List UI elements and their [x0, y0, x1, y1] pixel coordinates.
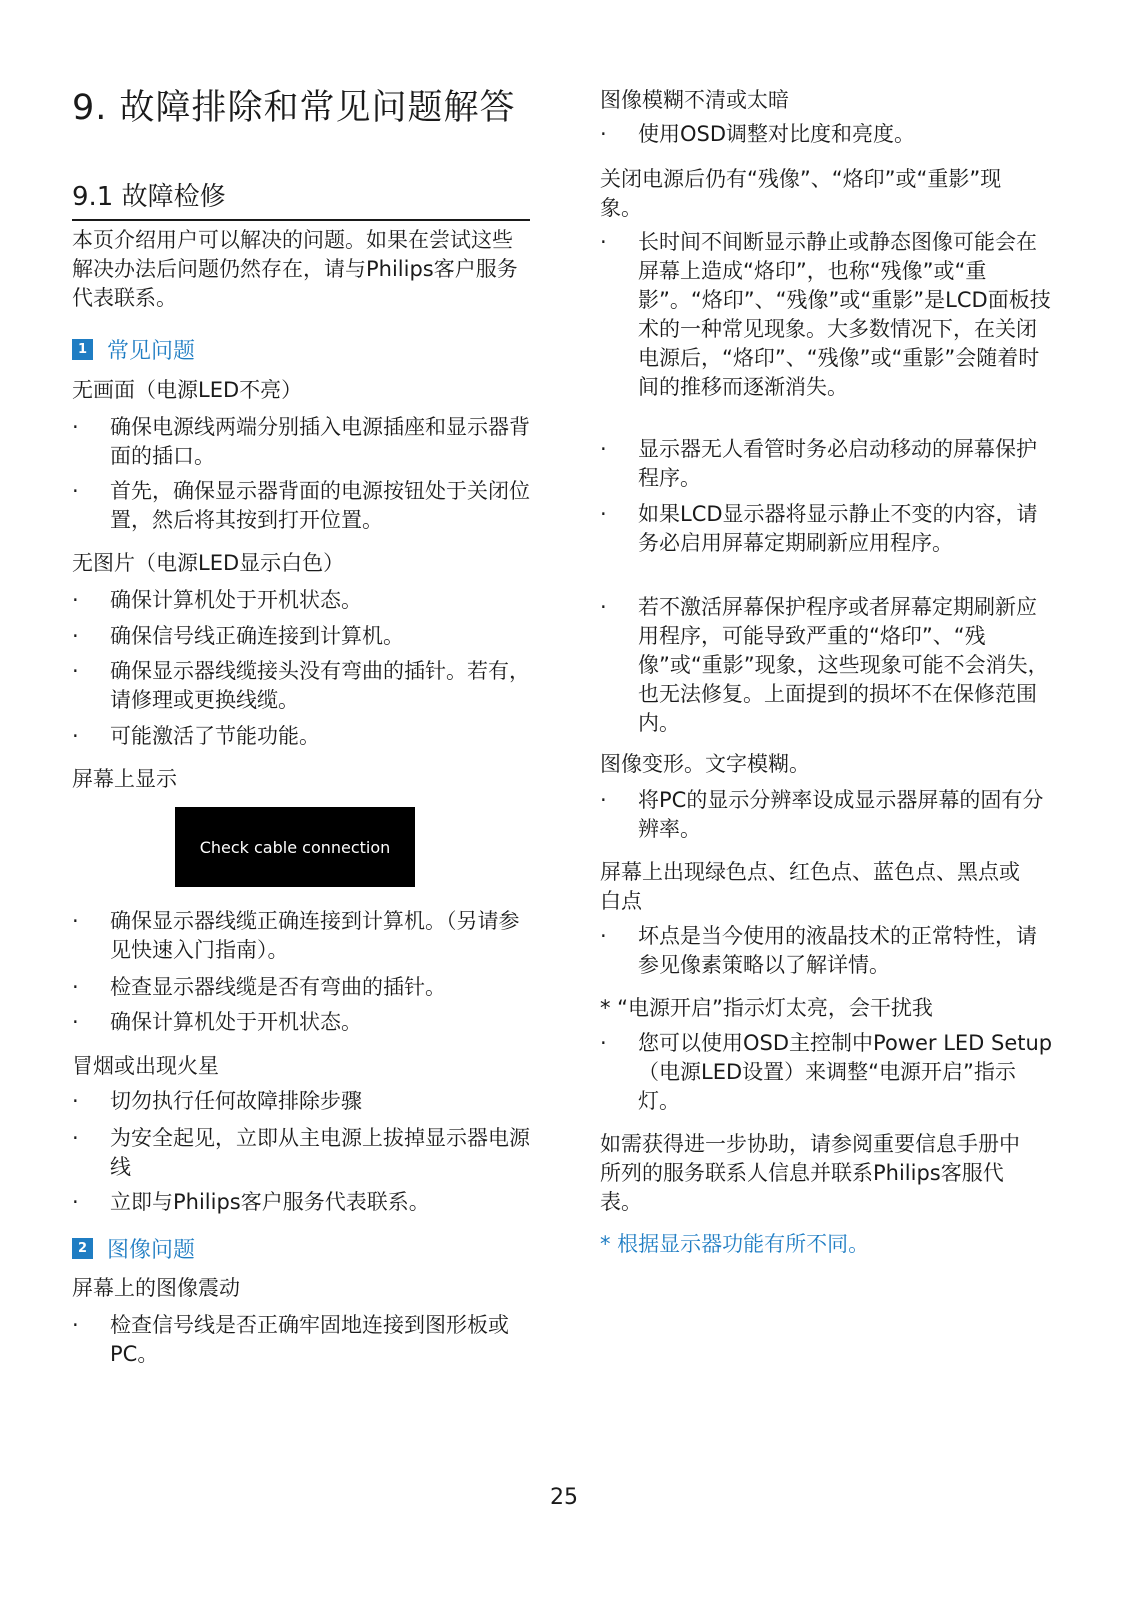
- bullet-icon: ·: [72, 415, 79, 439]
- list-item-text: 检查显示器线缆是否有弯曲的插针。: [110, 975, 446, 999]
- heading-onscreen: 屏幕上显示: [72, 767, 177, 791]
- osd-message-text: Check cable connection: [199, 837, 391, 857]
- heading-no-image: 无图片（电源LED显示白色）: [72, 551, 345, 575]
- heading-blurry: 图像模糊不清或太暗: [600, 88, 789, 112]
- list-item: [600, 786, 1056, 844]
- bullet-icon: ·: [72, 624, 79, 648]
- heading-afterimage: 关闭电源后仍有“残像”、“烙印”或“重影”现象。: [600, 167, 1002, 220]
- bullet-icon: ·: [72, 588, 79, 612]
- section-divider: [72, 219, 530, 221]
- bullet-icon: ·: [600, 788, 607, 812]
- bullet-icon: ·: [72, 1126, 79, 1150]
- heading-no-picture: 无画面（电源LED不亮）: [72, 378, 303, 402]
- list-item-text: 显示器无人看管时务必启动移动的屏幕保护程序。: [638, 437, 1037, 490]
- category-label: 图像问题: [107, 1238, 196, 1263]
- list-item-text: 检查信号线是否正确牢固地连接到图形板或PC。: [110, 1313, 509, 1366]
- outro-paragraph: 如需获得进一步协助，请参阅重要信息手册中所列的服务联系人信息并联系Philips客服代表。: [600, 1132, 1020, 1214]
- list-item: [72, 1188, 530, 1217]
- bullet-icon: ·: [600, 437, 607, 461]
- bullet-icon: ·: [600, 924, 607, 948]
- list-item: [72, 973, 530, 1002]
- list-item: [72, 907, 530, 965]
- bullet-icon: ·: [72, 1190, 79, 1214]
- heading-distort: 图像变形。文字模糊。: [600, 752, 810, 776]
- list-item: [600, 922, 1056, 980]
- bullet-icon: ·: [600, 502, 607, 526]
- list-item: [72, 657, 530, 715]
- bullet-icon: ·: [600, 230, 607, 254]
- heading-image-shake: 屏幕上的图像震动: [72, 1276, 240, 1300]
- list-item: [72, 722, 530, 751]
- bullet-icon: ·: [600, 122, 607, 146]
- list-item-text: 确保显示器线缆正确连接到计算机。（另请参见快速入门指南）。: [110, 909, 520, 962]
- list-item-text: 若不激活屏幕保护程序或者屏幕定期刷新应用程序，可能导致严重的“烙印”、“残像”或“重影”现象，这些现象可能不会消失，也无法修复。上面提到的损坏不在保修范围内。: [638, 595, 1049, 735]
- list-item-text: 首先，确保显示器背面的电源按钮处于关闭位置，然后将其按到打开位置。: [110, 479, 530, 532]
- list-item: [72, 1311, 530, 1369]
- heading-smoke: 冒烟或出现火星: [72, 1054, 219, 1078]
- footnote-note: * 根据显示器功能有所不同。: [600, 1232, 870, 1256]
- list-item-text: 可能激活了节能功能。: [110, 724, 320, 748]
- bullet-icon: ·: [72, 1089, 79, 1113]
- page-number: 25: [550, 1485, 578, 1510]
- heading-dots: 屏幕上出现绿色点、红色点、蓝色点、黑点或白点: [600, 860, 1020, 913]
- category-number-badge: 1: [72, 339, 93, 360]
- list-item-text: 长时间不间断显示静止或静态图像可能会在屏幕上造成“烙印”，也称“残像”或“重影”。“烙印”、“残像”或“重影”是LCD面板技术的一种常见现象。大多数情况下，在关闭电源后，“烙印”、“残像”或“重影”会随着时间的推移而逐渐消失。: [638, 230, 1051, 399]
- list-item-text: 您可以使用OSD主控制中Power LED Setup（电源LED设置）来调整“电源开启”指示灯。: [638, 1031, 1053, 1113]
- chapter-title: 9. 故障排除和常见问题解答: [72, 88, 516, 128]
- category-label: 常见问题: [107, 339, 196, 364]
- list-item: [72, 1008, 530, 1037]
- list-item: [600, 435, 1056, 493]
- bullet-icon: ·: [72, 659, 79, 683]
- list-item-text: 如果LCD显示器将显示静止不变的内容，请务必启用屏幕定期刷新应用程序。: [638, 502, 1038, 555]
- list-item-text: 坏点是当今使用的液晶技术的正常特性，请参见像素策略以了解详情。: [638, 924, 1037, 977]
- list-item-text: 为安全起见，立即从主电源上拔掉显示器电源线: [110, 1126, 530, 1179]
- intro-paragraph: 本页介绍用户可以解决的问题。如果在尝试这些解决办法后问题仍然存在，请与Philips客户服务代表联系。: [72, 228, 518, 310]
- list-item: [72, 413, 530, 471]
- category-number-badge: 2: [72, 1238, 93, 1259]
- bullet-icon: ·: [600, 1031, 607, 1055]
- bullet-icon: ·: [72, 1313, 79, 1337]
- category-image-problems: [72, 1233, 195, 1264]
- list-item-text: 确保计算机处于开机状态。: [110, 588, 362, 612]
- list-item-text: 立即与Philips客户服务代表联系。: [110, 1190, 430, 1214]
- list-item: [72, 1124, 530, 1182]
- osd-message-box: [175, 807, 415, 887]
- list-item: [600, 500, 1056, 558]
- bullet-icon: ·: [72, 975, 79, 999]
- list-item: [72, 586, 530, 615]
- section-title: 9.1 故障检修: [72, 182, 226, 212]
- list-item-text: 切勿执行任何故障排除步骤: [110, 1089, 362, 1113]
- list-item-text: 确保电源线两端分别插入电源插座和显示器背面的插口。: [110, 415, 530, 468]
- bullet-icon: ·: [72, 724, 79, 748]
- list-item: [600, 1029, 1056, 1116]
- bullet-icon: ·: [72, 909, 79, 933]
- list-item: [600, 120, 1056, 149]
- category-common-problems: [72, 334, 195, 365]
- list-item: [600, 228, 1056, 402]
- list-item: [72, 1087, 530, 1116]
- list-item-text: 确保计算机处于开机状态。: [110, 1010, 362, 1034]
- list-item-text: 确保显示器线缆接头没有弯曲的插针。若有，请修理或更换线缆。: [110, 659, 530, 712]
- list-item: [72, 477, 530, 535]
- list-item: [600, 593, 1056, 738]
- list-item: [72, 622, 530, 651]
- bullet-icon: ·: [600, 595, 607, 619]
- list-item-text: 将PC的显示分辨率设成显示器屏幕的固有分辨率。: [638, 788, 1044, 841]
- bullet-icon: ·: [72, 479, 79, 503]
- list-item-text: 确保信号线正确连接到计算机。: [110, 624, 404, 648]
- bullet-icon: ·: [72, 1010, 79, 1034]
- heading-power-led: * “电源开启”指示灯太亮，会干扰我: [600, 996, 933, 1020]
- list-item-text: 使用OSD调整对比度和亮度。: [638, 122, 916, 146]
